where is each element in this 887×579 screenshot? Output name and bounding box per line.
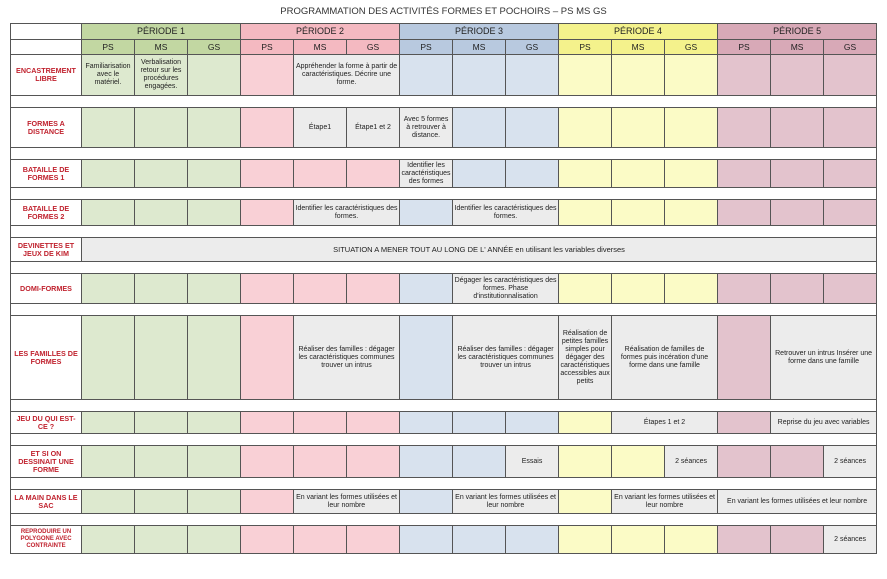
spacer-row xyxy=(11,96,877,108)
level-ps: PS xyxy=(559,40,612,55)
level-ms: MS xyxy=(294,40,347,55)
level-ps: PS xyxy=(241,40,294,55)
spacer-row xyxy=(11,188,877,200)
cell xyxy=(718,316,771,400)
cell xyxy=(771,108,824,148)
cell xyxy=(665,526,718,554)
cell xyxy=(665,108,718,148)
spacer-row xyxy=(11,148,877,160)
row-dessinait xyxy=(11,446,877,478)
cell xyxy=(241,160,294,188)
cell xyxy=(241,316,294,400)
cell xyxy=(771,274,824,304)
level-gs: GS xyxy=(347,40,400,55)
cell xyxy=(135,490,188,514)
cell: En variant les formes utilisées et leur nombre xyxy=(612,490,718,514)
corner-cell xyxy=(11,40,82,55)
spacer xyxy=(11,434,877,446)
activity-label: ENCASTREMENT LIBRE xyxy=(11,55,82,96)
cell: 2 séances xyxy=(665,446,718,478)
cell xyxy=(771,55,824,96)
level-gs: GS xyxy=(188,40,241,55)
level-header-row xyxy=(11,40,877,55)
level-ms: MS xyxy=(135,40,188,55)
cell: Réalisation de familles de formes puis incération d'une forme dans une famille xyxy=(612,316,718,400)
cell xyxy=(771,200,824,226)
cell xyxy=(294,274,347,304)
cell: Identifier les caractéristiques des formes xyxy=(400,160,453,188)
cell xyxy=(612,160,665,188)
cell xyxy=(400,55,453,96)
cell xyxy=(453,526,506,554)
cell xyxy=(506,526,559,554)
cell xyxy=(506,108,559,148)
cell xyxy=(559,108,612,148)
cell xyxy=(241,200,294,226)
cell: Dégager les caractéristiques des formes. Phase d'institutionnalisation xyxy=(453,274,559,304)
cell: Identifier les caractéristiques des formes. xyxy=(453,200,559,226)
cell xyxy=(241,274,294,304)
cell xyxy=(506,55,559,96)
cell xyxy=(347,526,400,554)
spacer xyxy=(11,226,877,238)
cell xyxy=(400,412,453,434)
cell xyxy=(188,160,241,188)
cell xyxy=(453,108,506,148)
cell xyxy=(347,446,400,478)
level-gs: GS xyxy=(506,40,559,55)
cell xyxy=(400,200,453,226)
cell xyxy=(559,200,612,226)
spacer xyxy=(11,304,877,316)
cell: Étape1 xyxy=(294,108,347,148)
cell xyxy=(718,108,771,148)
row-devinettes xyxy=(11,238,877,262)
row-domi-formes xyxy=(11,274,877,304)
cell xyxy=(718,526,771,554)
cell xyxy=(665,55,718,96)
row-polygone xyxy=(11,526,877,554)
cell xyxy=(241,446,294,478)
cell: Étape1 et 2 xyxy=(347,108,400,148)
cell: En variant les formes utilisées et leur nombre xyxy=(453,490,559,514)
cell xyxy=(82,490,135,514)
cell xyxy=(188,55,241,96)
spacer-row xyxy=(11,434,877,446)
cell xyxy=(718,446,771,478)
row-formes-distance xyxy=(11,108,877,148)
period-4-header: PÉRIODE 4 xyxy=(559,24,718,40)
spacer-row xyxy=(11,478,877,490)
cell: Appréhender la forme à partir de caractéristiques. Décrire une forme. xyxy=(294,55,400,96)
cell: Réalisation de petites familles simples pour dégager des caractéristiques accessibles aux petits xyxy=(559,316,612,400)
activity-label: LA MAIN DANS LE SAC xyxy=(11,490,82,514)
spacer-row xyxy=(11,400,877,412)
cell xyxy=(135,108,188,148)
cell xyxy=(294,412,347,434)
level-ms: MS xyxy=(771,40,824,55)
row-bataille-2 xyxy=(11,200,877,226)
cell xyxy=(400,490,453,514)
cell xyxy=(188,526,241,554)
cell xyxy=(453,55,506,96)
cell xyxy=(453,160,506,188)
cell xyxy=(506,160,559,188)
cell xyxy=(188,316,241,400)
cell xyxy=(718,55,771,96)
cell: En variant les formes utilisées et leur nombre xyxy=(294,490,400,514)
cell: Essais xyxy=(506,446,559,478)
cell: Identifier les caractéristiques des formes. xyxy=(294,200,400,226)
spacer xyxy=(11,514,877,526)
spacer xyxy=(11,478,877,490)
cell xyxy=(241,108,294,148)
cell xyxy=(188,490,241,514)
cell xyxy=(559,274,612,304)
row-encastrement xyxy=(11,55,877,96)
cell xyxy=(559,412,612,434)
cell: Reprise du jeu avec variables xyxy=(771,412,877,434)
cell xyxy=(82,412,135,434)
cell xyxy=(718,200,771,226)
level-gs: GS xyxy=(665,40,718,55)
activity-label: LES FAMILLES DE FORMES xyxy=(11,316,82,400)
cell xyxy=(135,412,188,434)
cell: 2 séances xyxy=(824,526,877,554)
cell xyxy=(453,446,506,478)
cell xyxy=(82,446,135,478)
spacer xyxy=(11,148,877,160)
cell xyxy=(82,200,135,226)
cell xyxy=(559,160,612,188)
cell xyxy=(135,200,188,226)
activity-label: JEU DU QUI EST-CE ? xyxy=(11,412,82,434)
cell xyxy=(294,160,347,188)
cell xyxy=(347,160,400,188)
cell xyxy=(400,446,453,478)
cell xyxy=(400,316,453,400)
cell xyxy=(612,55,665,96)
cell xyxy=(824,55,877,96)
level-ms: MS xyxy=(612,40,665,55)
activity-label: REPRODUIRE UN POLYGONE AVEC CONTRAINTE xyxy=(11,526,82,554)
cell xyxy=(718,412,771,434)
cell xyxy=(241,526,294,554)
cell xyxy=(718,274,771,304)
activity-label: DEVINETTES ET JEUX DE KIM xyxy=(11,238,82,262)
spacer-row xyxy=(11,226,877,238)
cell xyxy=(400,274,453,304)
activity-label: BATAILLE DE FORMES 1 xyxy=(11,160,82,188)
cell xyxy=(188,412,241,434)
cell xyxy=(294,526,347,554)
cell xyxy=(506,412,559,434)
spacer-row xyxy=(11,514,877,526)
level-ps: PS xyxy=(400,40,453,55)
cell xyxy=(771,446,824,478)
row-qui-est-ce xyxy=(11,412,877,434)
cell xyxy=(82,160,135,188)
cell xyxy=(82,108,135,148)
period-5-header: PÉRIODE 5 xyxy=(718,24,877,40)
cell xyxy=(559,55,612,96)
cell xyxy=(82,274,135,304)
programming-table xyxy=(10,23,877,554)
cell: Avec 5 formes à retrouver à distance. xyxy=(400,108,453,148)
spacer-row xyxy=(11,262,877,274)
cell xyxy=(135,316,188,400)
cell: Familiarisation avec le matériel. xyxy=(82,55,135,96)
cell xyxy=(347,274,400,304)
cell: Réaliser des familles : dégager les caractéristiques communes trouver un intrus xyxy=(294,316,400,400)
cell: Retrouver un intrus Insérer une forme dans une famille xyxy=(771,316,877,400)
cell xyxy=(188,108,241,148)
cell xyxy=(665,160,718,188)
cell xyxy=(135,526,188,554)
cell xyxy=(665,200,718,226)
period-3-header: PÉRIODE 3 xyxy=(400,24,559,40)
spacer xyxy=(11,262,877,274)
page-title: PROGRAMMATION DES ACTIVITÉS FORMES ET POCHOIRS – PS MS GS xyxy=(280,6,607,17)
period-header-row xyxy=(11,24,877,40)
cell xyxy=(135,274,188,304)
cell xyxy=(453,412,506,434)
cell xyxy=(241,490,294,514)
cell xyxy=(82,526,135,554)
cell xyxy=(241,55,294,96)
cell xyxy=(135,446,188,478)
cell xyxy=(347,412,400,434)
level-ps: PS xyxy=(718,40,771,55)
corner-cell xyxy=(11,24,82,40)
row-familles xyxy=(11,316,877,400)
activity-label: DOMI-FORMES xyxy=(11,274,82,304)
cell xyxy=(241,412,294,434)
level-ms: MS xyxy=(453,40,506,55)
cell xyxy=(612,274,665,304)
cell xyxy=(559,446,612,478)
cell: Étapes 1 et 2 xyxy=(612,412,718,434)
cell xyxy=(824,274,877,304)
cell xyxy=(824,160,877,188)
cell xyxy=(612,108,665,148)
cell xyxy=(824,108,877,148)
cell: Réaliser des familles : dégager les caractéristiques communes trouver un intrus xyxy=(453,316,559,400)
row-bataille-1 xyxy=(11,160,877,188)
level-ps: PS xyxy=(82,40,135,55)
cell xyxy=(188,200,241,226)
period-2-header: PÉRIODE 2 xyxy=(241,24,400,40)
row-main-sac xyxy=(11,490,877,514)
cell xyxy=(612,526,665,554)
cell xyxy=(665,274,718,304)
cell: 2 séances xyxy=(824,446,877,478)
spacer xyxy=(11,188,877,200)
cell xyxy=(188,446,241,478)
activity-label: ET SI ON DESSINAIT UNE FORME xyxy=(11,446,82,478)
cell xyxy=(559,526,612,554)
spacer xyxy=(11,400,877,412)
cell xyxy=(612,446,665,478)
spacer xyxy=(11,96,877,108)
cell xyxy=(612,200,665,226)
cell: Verbalisation retour sur les procédures engagées. xyxy=(135,55,188,96)
cell xyxy=(771,526,824,554)
cell xyxy=(294,446,347,478)
cell xyxy=(188,274,241,304)
activity-label: FORMES A DISTANCE xyxy=(11,108,82,148)
cell xyxy=(771,160,824,188)
cell xyxy=(559,490,612,514)
spacer-row xyxy=(11,304,877,316)
cell xyxy=(718,160,771,188)
cell xyxy=(400,526,453,554)
activity-label: BATAILLE DE FORMES 2 xyxy=(11,200,82,226)
cell: En variant les formes utilisées et leur nombre xyxy=(718,490,877,514)
cell xyxy=(82,316,135,400)
cell: SITUATION A MENER TOUT AU LONG DE L' ANNÉE en utilisant les variables diverses xyxy=(82,238,877,262)
level-gs: GS xyxy=(824,40,877,55)
cell xyxy=(135,160,188,188)
period-1-header: PÉRIODE 1 xyxy=(82,24,241,40)
cell xyxy=(824,200,877,226)
